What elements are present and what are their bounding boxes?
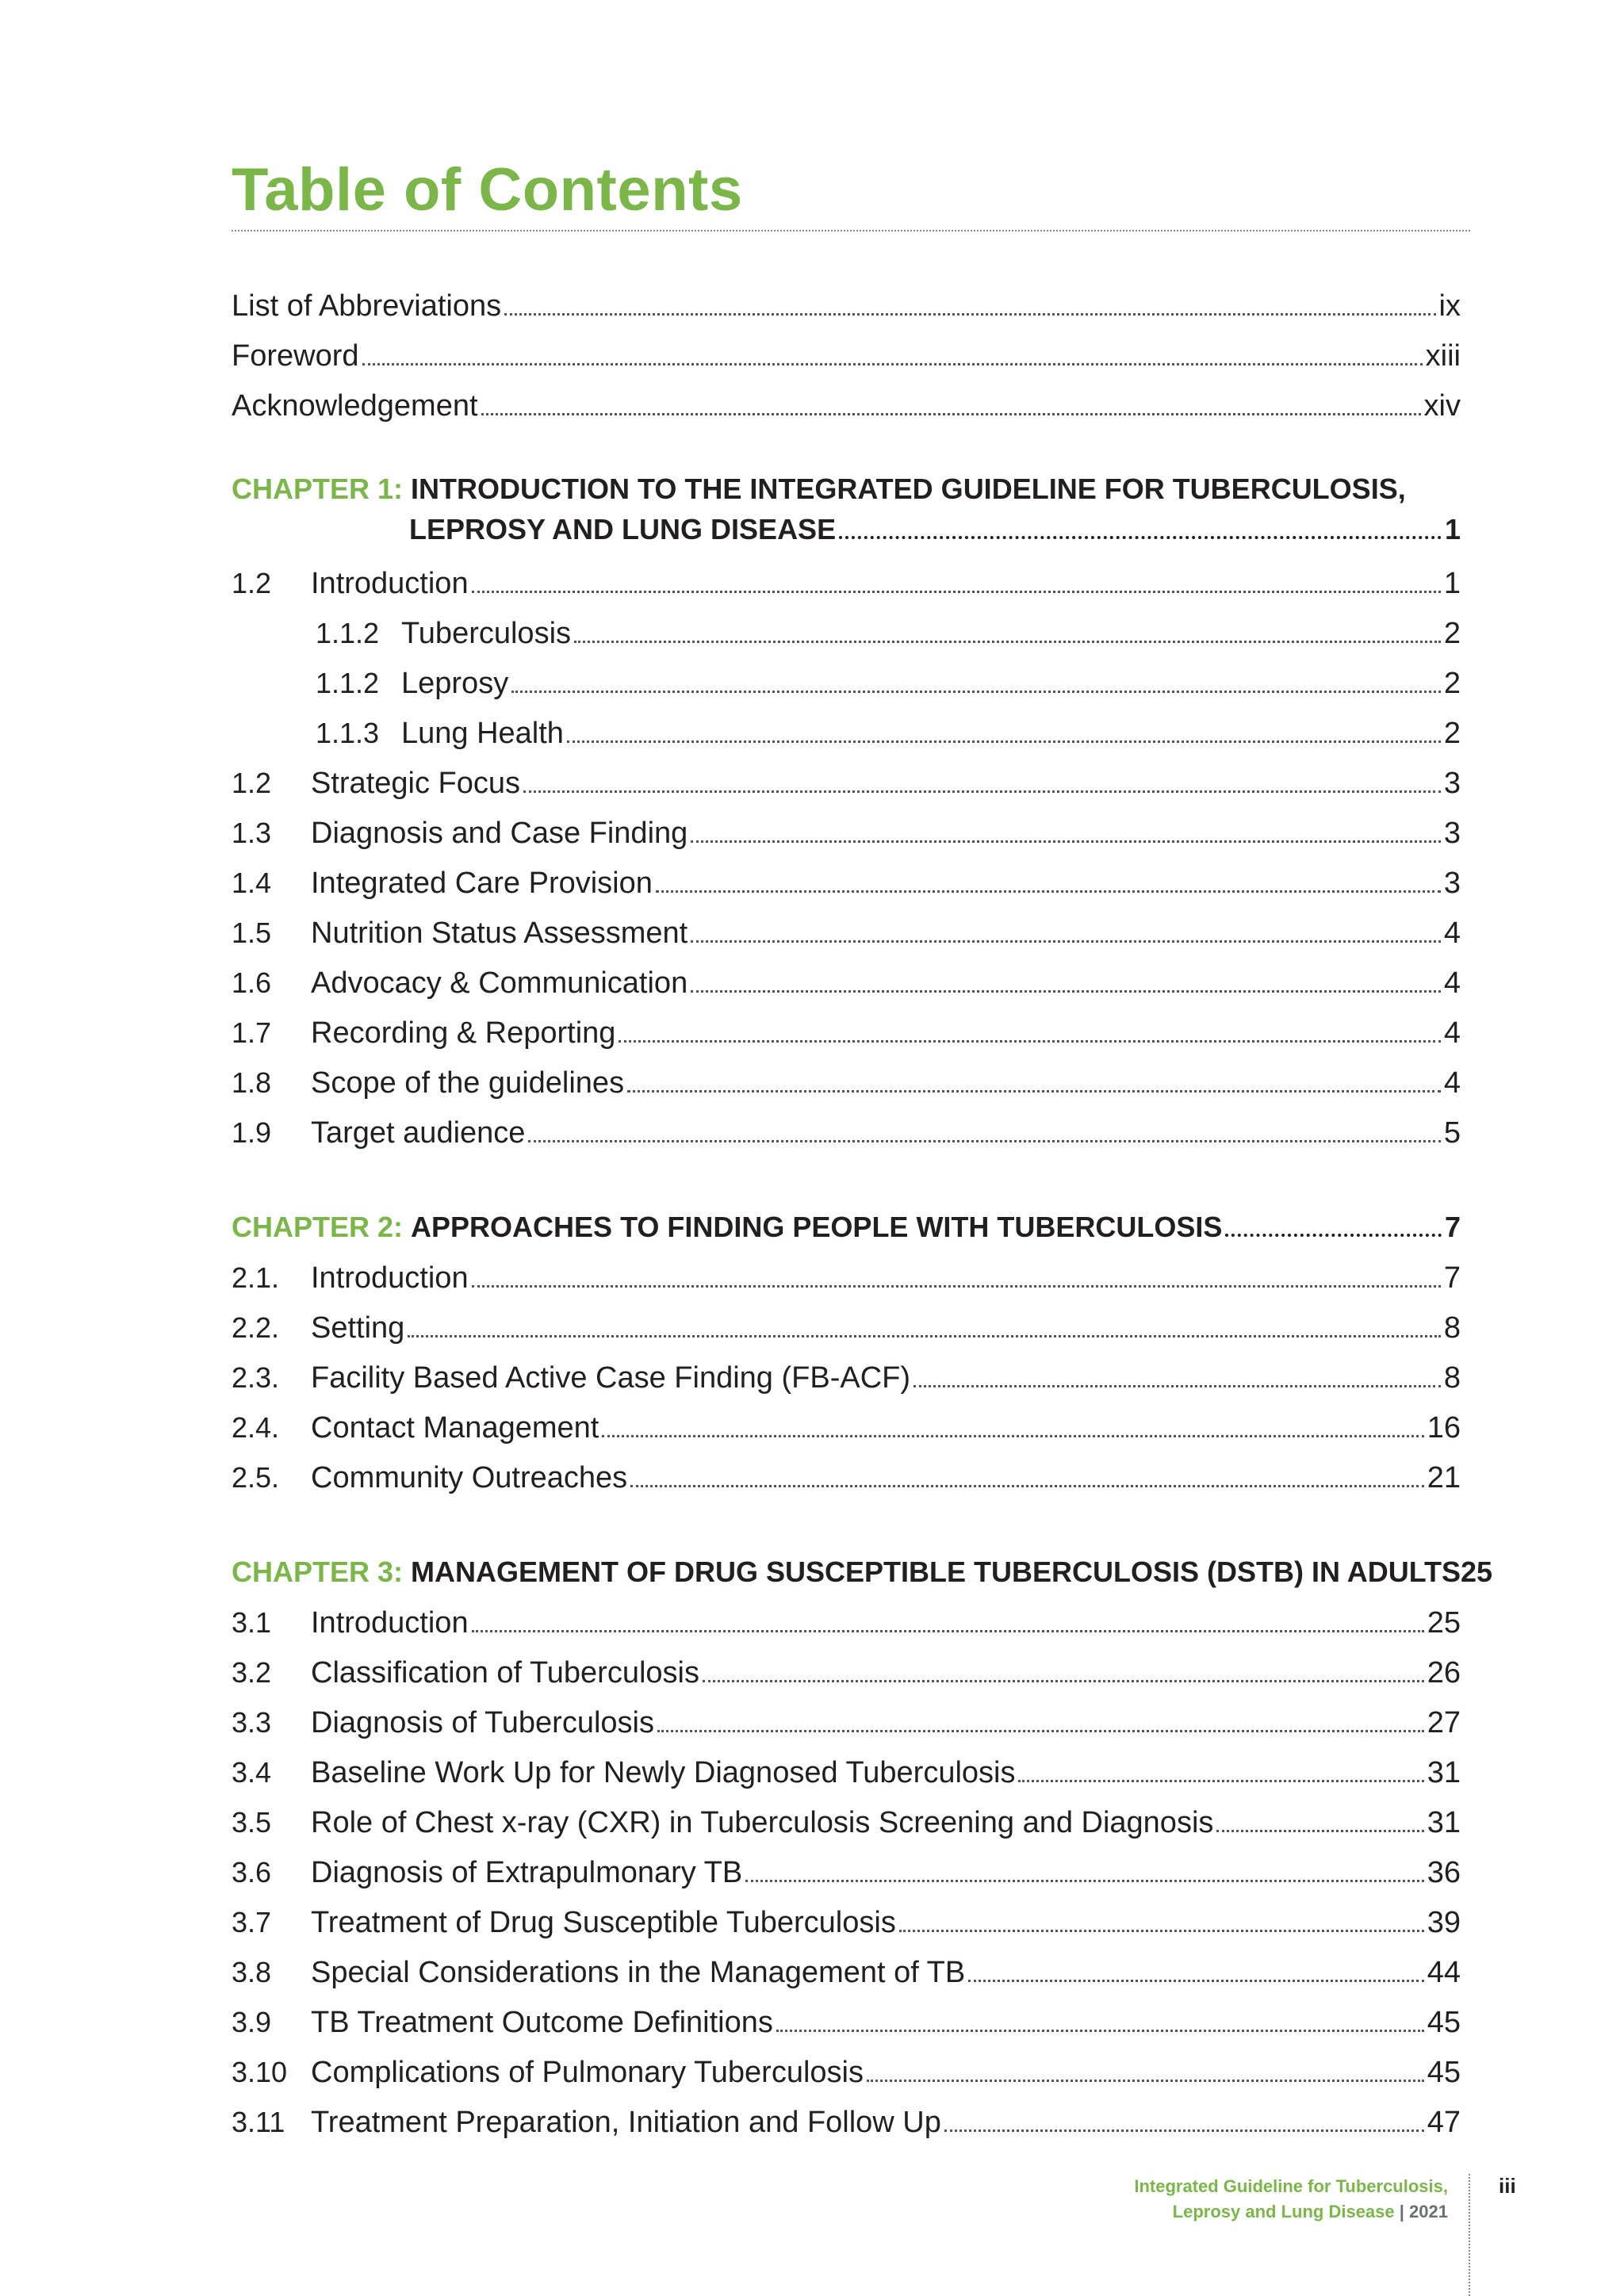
leader-dots	[472, 1285, 1441, 1288]
toc-entry[interactable]	[232, 1054, 1461, 1102]
leader-dots	[691, 990, 1441, 993]
footer-title-line2: Leprosy and Lung Disease	[1172, 2202, 1395, 2221]
entry-number: 2.4.	[232, 1411, 280, 1444]
toc-entry[interactable]	[232, 1644, 1461, 1692]
entry-page: 4	[1443, 966, 1461, 1000]
toc-entry[interactable]	[232, 1994, 1461, 2042]
leader-dots	[630, 1485, 1424, 1487]
toc-entry[interactable]	[232, 2094, 1461, 2141]
entry-page: 8	[1443, 1311, 1461, 1345]
leader-dots	[776, 2030, 1424, 2032]
leader-dots	[567, 740, 1441, 743]
leader-dots	[408, 1335, 1441, 1337]
chapter-word: CHAPTER 3:	[232, 1556, 404, 1588]
leader-dots	[481, 413, 1421, 415]
leader-dots	[899, 1930, 1424, 1932]
page-number: iii	[1499, 2174, 1516, 2198]
entry-number: 1.3	[232, 817, 272, 849]
entry-number: 1.1.2	[316, 667, 380, 699]
footer-year: 2021	[1409, 2202, 1448, 2221]
entry-label: Lung Health	[401, 717, 564, 750]
entry-number: 1.5	[232, 916, 272, 949]
entry-label: Recording & Reporting	[311, 1016, 616, 1050]
entry-page: 26	[1427, 1656, 1461, 1689]
entry-number: 3.9	[232, 2006, 272, 2038]
entry-label: Diagnosis of Tuberculosis	[311, 1706, 654, 1739]
entry-number: 1.8	[232, 1066, 272, 1099]
entry-page: 3	[1443, 767, 1461, 800]
leader-dots	[511, 691, 1441, 693]
entry-label: Complications of Pulmonary Tuberculosis	[311, 2056, 864, 2089]
toc-entry[interactable]	[232, 955, 1461, 1002]
entry-page: 4	[1443, 1016, 1461, 1050]
entry-page: 36	[1427, 1856, 1461, 1889]
entry-number: 1.4	[232, 867, 272, 899]
running-footer	[1134, 2174, 1448, 2225]
leader-dots	[362, 363, 1423, 365]
entry-label: Nutrition Status Assessment	[311, 916, 688, 950]
leader-dots	[574, 641, 1441, 643]
entry-page: xiii	[1425, 339, 1461, 373]
toc-entry[interactable]	[232, 805, 1461, 852]
entry-label: Setting	[311, 1311, 405, 1345]
toc-entry[interactable]	[232, 1249, 1461, 1297]
entry-label: Foreword	[232, 339, 359, 373]
entry-number: 3.5	[232, 1806, 272, 1839]
leader-dots	[627, 1090, 1441, 1093]
entry-label: Facility Based Active Case Finding (FB-ACF)	[311, 1361, 911, 1395]
entry-page: 27	[1427, 1706, 1461, 1739]
entry-page: 2	[1443, 717, 1461, 750]
toc-entry[interactable]	[232, 555, 1461, 603]
entry-label: Role of Chest x-ray (CXR) in Tuberculosis Screening and Diagnosis	[311, 1806, 1214, 1839]
entry-page: 31	[1427, 1756, 1461, 1789]
leader-dots	[867, 2080, 1424, 2082]
entry-page: 21	[1427, 1461, 1461, 1494]
entry-number: 3.6	[232, 1856, 272, 1888]
title-divider	[232, 230, 1470, 232]
entry-page: 47	[1427, 2106, 1461, 2139]
entry-page: 2	[1443, 667, 1461, 700]
entry-label: Classification of Tuberculosis	[311, 1656, 699, 1689]
leader-dots	[691, 840, 1441, 843]
toc-entry[interactable]	[232, 1794, 1461, 1842]
entry-label: Treatment Preparation, Initiation and Follow Up	[311, 2106, 941, 2139]
chapter-page: 7	[1444, 1211, 1461, 1243]
entry-number: 3.3	[232, 1706, 272, 1739]
entry-label: Integrated Care Provision	[311, 867, 653, 900]
toc-entry[interactable]	[232, 855, 1461, 902]
toc-subentry[interactable]	[232, 705, 1461, 752]
entry-page: 4	[1443, 916, 1461, 950]
toc-entry-foreword[interactable]	[232, 327, 1461, 375]
chapter-3-heading[interactable]	[232, 1544, 1493, 1591]
toc-entry[interactable]	[232, 1449, 1461, 1497]
leader-dots	[472, 591, 1441, 593]
entry-label: Advocacy & Communication	[311, 966, 688, 1000]
entry-page: 4	[1443, 1066, 1461, 1100]
chapter-1-heading-continued[interactable]	[409, 501, 1461, 549]
entry-page: 44	[1427, 1956, 1461, 1989]
entry-page: 16	[1427, 1411, 1461, 1445]
entry-number: 1.9	[232, 1116, 272, 1149]
entry-number: 1.7	[232, 1016, 272, 1049]
chapter-word: CHAPTER 2:	[232, 1211, 404, 1243]
entry-page: 31	[1427, 1806, 1461, 1839]
entry-number: 1.2	[232, 767, 272, 799]
leader-dots	[619, 1040, 1440, 1043]
entry-page: 1	[1443, 567, 1461, 600]
chapter-title: MANAGEMENT OF DRUG SUSCEPTIBLE TUBERCULOSIS (DSTB) IN ADULTS	[411, 1556, 1461, 1588]
entry-label: Strategic Focus	[311, 767, 520, 800]
toc-entry[interactable]	[232, 1004, 1461, 1052]
leader-dots	[745, 1880, 1424, 1882]
entry-label: Community Outreaches	[311, 1461, 628, 1494]
entry-number: 3.8	[232, 1956, 272, 1988]
leader-dots	[602, 1435, 1423, 1437]
entry-label: Diagnosis and Case Finding	[311, 817, 688, 850]
entry-number: 2.2.	[232, 1311, 280, 1344]
entry-page: ix	[1438, 289, 1461, 323]
entry-label: TB Treatment Outcome Definitions	[311, 2006, 773, 2039]
toc-entry[interactable]	[232, 755, 1461, 802]
chapter-page: 25	[1461, 1556, 1493, 1588]
chapter-title-continued: LEPROSY AND LUNG DISEASE	[409, 513, 837, 545]
chapter-title: APPROACHES TO FINDING PEOPLE WITH TUBERCULOSIS	[411, 1211, 1223, 1243]
leader-dots	[504, 313, 1435, 316]
leader-dots	[1018, 1780, 1423, 1782]
entry-label: Introduction	[311, 567, 469, 600]
entry-page: 8	[1443, 1361, 1461, 1395]
toc-entry[interactable]	[232, 1299, 1461, 1347]
toc-entry[interactable]	[232, 1744, 1461, 1792]
entry-label: Treatment of Drug Susceptible Tuberculosis	[311, 1906, 896, 1939]
entry-label: Tuberculosis	[401, 617, 572, 650]
toc-entry-abbreviations[interactable]	[232, 277, 1461, 325]
leader-dots	[968, 1980, 1423, 1982]
entry-label: Diagnosis of Extrapulmonary TB	[311, 1856, 743, 1889]
toc-entry[interactable]	[232, 1104, 1461, 1152]
footer-divider	[1469, 2174, 1470, 2296]
page-title: Table of Contents	[232, 156, 743, 224]
entry-number: 1.2	[232, 567, 272, 599]
leader-dots	[656, 890, 1441, 893]
entry-number: 1.6	[232, 966, 272, 999]
entry-page: 5	[1443, 1116, 1461, 1150]
leader-dots	[691, 940, 1441, 943]
entry-page: 7	[1443, 1261, 1461, 1295]
entry-number: 2.3.	[232, 1361, 280, 1394]
entry-number: 3.11	[232, 2106, 285, 2138]
chapter-title: INTRODUCTION TO THE INTEGRATED GUIDELINE FOR TUBERCULOSIS,	[411, 473, 1406, 505]
toc-entry[interactable]	[232, 905, 1461, 952]
toc-entry[interactable]	[232, 1349, 1461, 1397]
toc-entry[interactable]	[232, 1594, 1461, 1642]
leader-dots	[944, 2130, 1424, 2132]
entry-page: 3	[1443, 867, 1461, 900]
entry-number: 3.2	[232, 1656, 272, 1689]
entry-label: Introduction	[311, 1261, 469, 1295]
leader-dots	[472, 1630, 1424, 1632]
entry-page: 39	[1427, 1906, 1461, 1939]
entry-number: 2.1.	[232, 1261, 280, 1294]
toc-entry[interactable]	[232, 1894, 1461, 1942]
entry-page: 25	[1427, 1606, 1461, 1640]
toc-entry[interactable]	[232, 1399, 1461, 1447]
toc-entry[interactable]	[232, 2044, 1461, 2091]
chapter-word: CHAPTER 1:	[232, 473, 404, 505]
entry-label: Acknowledgement	[232, 389, 478, 423]
entry-label: Baseline Work Up for Newly Diagnosed Tuberculosis	[311, 1756, 1016, 1789]
entry-page: 3	[1443, 817, 1461, 850]
entry-label: Contact Management	[311, 1411, 599, 1445]
toc-subentry[interactable]	[232, 605, 1461, 652]
leader-dots	[839, 536, 1442, 539]
chapter-2-heading[interactable]	[232, 1199, 1461, 1246]
entry-page: 45	[1427, 2056, 1461, 2089]
toc-entry[interactable]	[232, 1844, 1461, 1892]
leader-dots	[523, 790, 1441, 793]
entry-number: 1.1.3	[316, 717, 380, 749]
entry-page: xiv	[1423, 389, 1461, 423]
entry-label: Leprosy	[401, 667, 509, 700]
entry-label: Scope of the guidelines	[311, 1066, 625, 1100]
toc-entry[interactable]	[232, 1694, 1461, 1742]
footer-title-line1: Integrated Guideline for Tuberculosis,	[1134, 2176, 1448, 2196]
footer-separator: |	[1399, 2202, 1404, 2221]
entry-number: 1.1.2	[316, 617, 380, 649]
toc-entry-acknowledgement[interactable]	[232, 377, 1461, 425]
leader-dots	[914, 1385, 1441, 1387]
leader-dots	[657, 1730, 1424, 1732]
leader-dots	[528, 1140, 1440, 1142]
entry-page: 45	[1427, 2006, 1461, 2039]
entry-number: 3.10	[232, 2056, 288, 2088]
entry-number: 3.1	[232, 1606, 272, 1639]
entry-label: Introduction	[311, 1606, 469, 1640]
chapter-page: 1	[1444, 513, 1461, 545]
leader-dots	[703, 1680, 1424, 1682]
entry-number: 3.7	[232, 1906, 272, 1938]
leader-dots	[1216, 1830, 1423, 1832]
leader-dots	[1225, 1234, 1442, 1237]
entry-label: List of Abbreviations	[232, 289, 502, 323]
entry-label: Target audience	[311, 1116, 526, 1150]
toc-subentry[interactable]	[232, 655, 1461, 702]
entry-page: 2	[1443, 617, 1461, 650]
entry-label: Special Considerations in the Management of TB	[311, 1956, 966, 1989]
entry-number: 3.4	[232, 1756, 272, 1789]
entry-number: 2.5.	[232, 1461, 280, 1494]
toc-entry[interactable]	[232, 1944, 1461, 1992]
